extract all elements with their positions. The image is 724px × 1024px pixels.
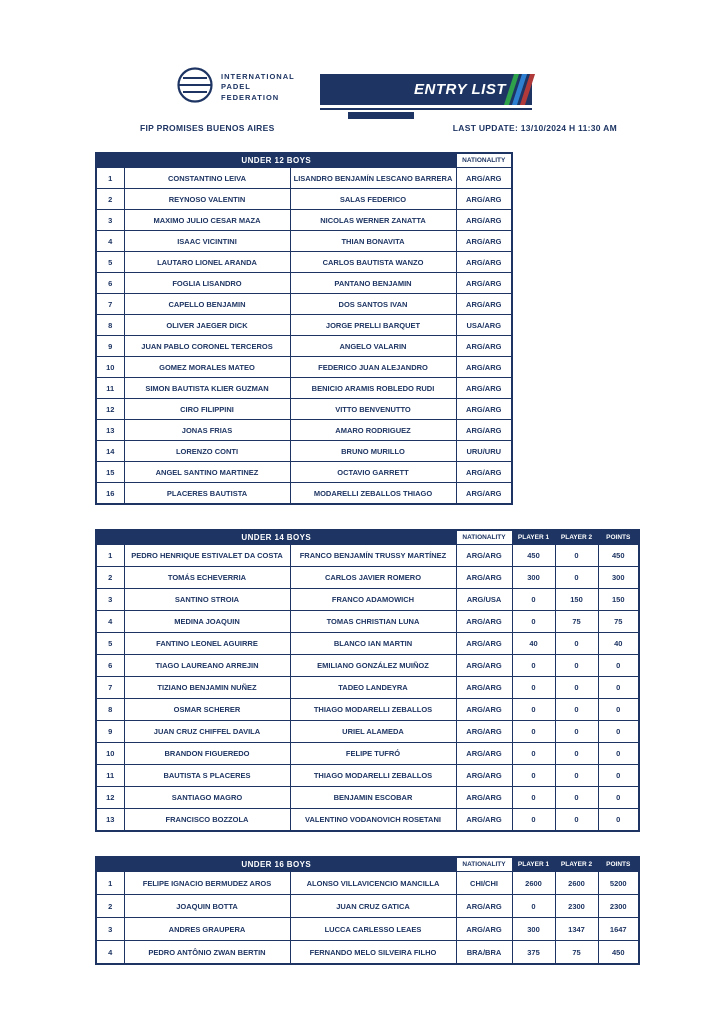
total-points-cell: 0 bbox=[598, 721, 639, 743]
table-row bbox=[96, 252, 512, 273]
total-points-cell: 0 bbox=[598, 743, 639, 765]
player1-name-cell: TIAGO LAUREANO ARREJIN bbox=[124, 655, 290, 677]
row-number-cell: 7 bbox=[96, 294, 124, 315]
player2-name-cell: URIEL ALAMEDA bbox=[290, 721, 456, 743]
player2-points-cell: 0 bbox=[555, 677, 598, 699]
brand-stripes-decoration bbox=[509, 74, 530, 105]
player2-name-cell: TADEO LANDEYRA bbox=[290, 677, 456, 699]
player2-points-cell: 0 bbox=[555, 765, 598, 787]
player2-name-cell: ANGELO VALARIN bbox=[290, 336, 456, 357]
player1-name-cell: FRANCISCO BOZZOLA bbox=[124, 809, 290, 832]
table-row bbox=[96, 721, 639, 743]
nationality-cell: ARG/ARG bbox=[456, 399, 512, 420]
player2-name-cell: FELIPE TUFRÓ bbox=[290, 743, 456, 765]
player2-name-cell: BENJAMIN ESCOBAR bbox=[290, 787, 456, 809]
nationality-header: NATIONALITY bbox=[456, 530, 512, 545]
player2-name-cell: JUAN CRUZ GATICA bbox=[290, 895, 456, 918]
player1-name-cell: GOMEZ MORALES MATEO bbox=[124, 357, 290, 378]
player2-points-cell: 1347 bbox=[555, 918, 598, 941]
player2-header: PLAYER 2 bbox=[555, 530, 598, 545]
player1-name-cell: JUAN PABLO CORONEL TERCEROS bbox=[124, 336, 290, 357]
player1-name-cell: TOMÁS ECHEVERRIA bbox=[124, 567, 290, 589]
player1-name-cell: MEDINA JOAQUIN bbox=[124, 611, 290, 633]
player2-name-cell: VALENTINO VODANOVICH ROSETANI bbox=[290, 809, 456, 832]
row-number-cell: 3 bbox=[96, 918, 124, 941]
player1-name-cell: JOAQUIN BOTTA bbox=[124, 895, 290, 918]
player2-points-cell: 0 bbox=[555, 567, 598, 589]
entry-table bbox=[95, 856, 640, 965]
player1-name-cell: CIRO FILIPPINI bbox=[124, 399, 290, 420]
nationality-cell: ARG/ARG bbox=[456, 895, 512, 918]
nationality-cell: ARG/ARG bbox=[456, 787, 512, 809]
row-number-cell: 1 bbox=[96, 168, 124, 189]
row-number-cell: 7 bbox=[96, 677, 124, 699]
nationality-cell: ARG/USA bbox=[456, 589, 512, 611]
table-row bbox=[96, 441, 512, 462]
player2-name-cell: AMARO RODRIGUEZ bbox=[290, 420, 456, 441]
player1-name-cell: REYNOSO VALENTIN bbox=[124, 189, 290, 210]
table-row bbox=[96, 655, 639, 677]
last-update-label: LAST UPDATE: 13/10/2024 H 11:30 AM bbox=[452, 123, 617, 133]
player1-name-cell: FELIPE IGNACIO BERMUDEZ AROS bbox=[124, 872, 290, 895]
player1-name-cell: OLIVER JAEGER DICK bbox=[124, 315, 290, 336]
table-row bbox=[96, 567, 639, 589]
row-number-cell: 8 bbox=[96, 699, 124, 721]
table-row bbox=[96, 633, 639, 655]
player1-points-cell: 40 bbox=[512, 633, 555, 655]
table-row bbox=[96, 918, 639, 941]
logo-line-1: INTERNATIONAL bbox=[221, 72, 295, 82]
nationality-cell: ARG/ARG bbox=[456, 231, 512, 252]
player1-name-cell: JONAS FRIAS bbox=[124, 420, 290, 441]
nationality-cell: ARG/ARG bbox=[456, 918, 512, 941]
player1-points-cell: 0 bbox=[512, 589, 555, 611]
table-row bbox=[96, 787, 639, 809]
row-number-cell: 11 bbox=[96, 378, 124, 399]
player2-name-cell: THIAGO MODARELLI ZEBALLOS bbox=[290, 765, 456, 787]
table-header-row bbox=[96, 530, 639, 545]
row-number-cell: 16 bbox=[96, 483, 124, 505]
player2-points-cell: 75 bbox=[555, 611, 598, 633]
player1-points-cell: 0 bbox=[512, 721, 555, 743]
table-row bbox=[96, 483, 512, 505]
row-number-cell: 1 bbox=[96, 545, 124, 567]
table-row bbox=[96, 189, 512, 210]
entry-table bbox=[95, 152, 513, 505]
player2-name-cell: FEDERICO JUAN ALEJANDRO bbox=[290, 357, 456, 378]
player2-name-cell: THIAN BONAVITA bbox=[290, 231, 456, 252]
total-points-cell: 5200 bbox=[598, 872, 639, 895]
player2-name-cell: CARLOS JAVIER ROMERO bbox=[290, 567, 456, 589]
nationality-cell: ARG/ARG bbox=[456, 189, 512, 210]
row-number-cell: 8 bbox=[96, 315, 124, 336]
total-points-cell: 40 bbox=[598, 633, 639, 655]
player1-name-cell: SANTINO STROIA bbox=[124, 589, 290, 611]
table-row bbox=[96, 273, 512, 294]
fip-logo-text bbox=[221, 73, 295, 102]
table-row bbox=[96, 336, 512, 357]
player2-name-cell: LISANDRO BENJAMÍN LESCANO BARRERA bbox=[290, 168, 456, 189]
logo-line-3: FEDERATION bbox=[221, 92, 280, 102]
row-number-cell: 13 bbox=[96, 809, 124, 832]
player2-name-cell: FRANCO BENJAMÍN TRUSSY MARTÍNEZ bbox=[290, 545, 456, 567]
banner-underline bbox=[320, 108, 532, 110]
player2-name-cell: ALONSO VILLAVICENCIO MANCILLA bbox=[290, 872, 456, 895]
player1-points-cell: 0 bbox=[512, 699, 555, 721]
player2-points-cell: 0 bbox=[555, 545, 598, 567]
table-row bbox=[96, 378, 512, 399]
player2-points-cell: 0 bbox=[555, 743, 598, 765]
player2-points-cell: 75 bbox=[555, 941, 598, 965]
row-number-cell: 14 bbox=[96, 441, 124, 462]
entry-table bbox=[95, 529, 640, 832]
player2-points-cell: 150 bbox=[555, 589, 598, 611]
player1-name-cell: ISAAC VICINTINI bbox=[124, 231, 290, 252]
nationality-cell: ARG/ARG bbox=[456, 294, 512, 315]
total-points-cell: 150 bbox=[598, 589, 639, 611]
player1-points-cell: 0 bbox=[512, 765, 555, 787]
total-points-cell: 450 bbox=[598, 941, 639, 965]
nationality-cell: ARG/ARG bbox=[456, 273, 512, 294]
table-row bbox=[96, 809, 639, 832]
total-points-cell: 450 bbox=[598, 545, 639, 567]
player2-name-cell: BENICIO ARAMIS ROBLEDO RUDI bbox=[290, 378, 456, 399]
total-points-cell: 0 bbox=[598, 787, 639, 809]
table-row bbox=[96, 611, 639, 633]
player1-name-cell: ANDRES GRAUPERA bbox=[124, 918, 290, 941]
row-number-cell: 9 bbox=[96, 721, 124, 743]
nationality-cell: ARG/ARG bbox=[456, 420, 512, 441]
player2-name-cell: MODARELLI ZEBALLOS THIAGO bbox=[290, 483, 456, 505]
player2-name-cell: FERNANDO MELO SILVEIRA FILHO bbox=[290, 941, 456, 965]
row-number-cell: 4 bbox=[96, 231, 124, 252]
table-row bbox=[96, 765, 639, 787]
row-number-cell: 3 bbox=[96, 210, 124, 231]
player1-name-cell: PLACERES BAUTISTA bbox=[124, 483, 290, 505]
player2-name-cell: DOS SANTOS IVAN bbox=[290, 294, 456, 315]
player2-header: PLAYER 2 bbox=[555, 857, 598, 872]
player2-name-cell: EMILIANO GONZÁLEZ MUIÑOZ bbox=[290, 655, 456, 677]
nationality-cell: ARG/ARG bbox=[456, 611, 512, 633]
row-number-cell: 2 bbox=[96, 567, 124, 589]
row-number-cell: 6 bbox=[96, 655, 124, 677]
table-row bbox=[96, 210, 512, 231]
table-row bbox=[96, 743, 639, 765]
table-row bbox=[96, 589, 639, 611]
entry-list-banner bbox=[320, 74, 532, 105]
row-number-cell: 2 bbox=[96, 895, 124, 918]
table-row bbox=[96, 399, 512, 420]
row-number-cell: 2 bbox=[96, 189, 124, 210]
nationality-cell: ARG/ARG bbox=[456, 699, 512, 721]
logo-line-2: PADEL bbox=[221, 82, 251, 92]
tables-area bbox=[95, 152, 640, 965]
player2-name-cell: LUCCA CARLESSO LEAES bbox=[290, 918, 456, 941]
player1-name-cell: OSMAR SCHERER bbox=[124, 699, 290, 721]
table-row bbox=[96, 872, 639, 895]
nationality-cell: ARG/ARG bbox=[456, 655, 512, 677]
total-points-cell: 300 bbox=[598, 567, 639, 589]
player2-name-cell: OCTAVIO GARRETT bbox=[290, 462, 456, 483]
player2-name-cell: NICOLAS WERNER ZANATTA bbox=[290, 210, 456, 231]
player1-points-cell: 0 bbox=[512, 611, 555, 633]
player1-points-cell: 300 bbox=[512, 567, 555, 589]
table-title: UNDER 16 BOYS bbox=[96, 857, 456, 872]
row-number-cell: 5 bbox=[96, 633, 124, 655]
row-number-cell: 4 bbox=[96, 611, 124, 633]
player1-name-cell: FOGLIA LISANDRO bbox=[124, 273, 290, 294]
nationality-header: NATIONALITY bbox=[456, 857, 512, 872]
nationality-cell: BRA/BRA bbox=[456, 941, 512, 965]
player1-header: PLAYER 1 bbox=[512, 530, 555, 545]
table-row bbox=[96, 545, 639, 567]
nationality-cell: ARG/ARG bbox=[456, 252, 512, 273]
player1-name-cell: TIZIANO BENJAMIN NUÑEZ bbox=[124, 677, 290, 699]
row-number-cell: 13 bbox=[96, 420, 124, 441]
player2-name-cell: THIAGO MODARELLI ZEBALLOS bbox=[290, 699, 456, 721]
player1-points-cell: 0 bbox=[512, 787, 555, 809]
nationality-cell: ARG/ARG bbox=[456, 633, 512, 655]
nationality-cell: ARG/ARG bbox=[456, 567, 512, 589]
player2-points-cell: 2600 bbox=[555, 872, 598, 895]
nationality-cell: CHI/CHI bbox=[456, 872, 512, 895]
player2-name-cell: BRUNO MURILLO bbox=[290, 441, 456, 462]
player2-points-cell: 0 bbox=[555, 721, 598, 743]
total-points-cell: 0 bbox=[598, 655, 639, 677]
row-number-cell: 3 bbox=[96, 589, 124, 611]
player1-points-cell: 0 bbox=[512, 743, 555, 765]
table-row bbox=[96, 895, 639, 918]
nationality-cell: ARG/ARG bbox=[456, 378, 512, 399]
row-number-cell: 5 bbox=[96, 252, 124, 273]
points-header: POINTS bbox=[598, 530, 639, 545]
row-number-cell: 9 bbox=[96, 336, 124, 357]
nationality-cell: ARG/ARG bbox=[456, 483, 512, 505]
nationality-cell: ARG/ARG bbox=[456, 677, 512, 699]
row-number-cell: 12 bbox=[96, 399, 124, 420]
row-number-cell: 6 bbox=[96, 273, 124, 294]
row-number-cell: 11 bbox=[96, 765, 124, 787]
player1-name-cell: LAUTARO LIONEL ARANDA bbox=[124, 252, 290, 273]
fip-logo bbox=[176, 66, 295, 109]
event-title: FIP PROMISES BUENOS AIRES bbox=[140, 123, 275, 133]
player2-name-cell: JORGE PRELLI BARQUET bbox=[290, 315, 456, 336]
player2-name-cell: SALAS FEDERICO bbox=[290, 189, 456, 210]
player1-name-cell: PEDRO HENRIQUE ESTIVALET DA COSTA bbox=[124, 545, 290, 567]
player2-points-cell: 0 bbox=[555, 787, 598, 809]
nationality-cell: USA/ARG bbox=[456, 315, 512, 336]
row-number-cell: 1 bbox=[96, 872, 124, 895]
banner-small-bar bbox=[348, 112, 414, 119]
row-number-cell: 10 bbox=[96, 743, 124, 765]
player2-points-cell: 2300 bbox=[555, 895, 598, 918]
table-row bbox=[96, 231, 512, 252]
table-row bbox=[96, 357, 512, 378]
total-points-cell: 0 bbox=[598, 765, 639, 787]
table-row bbox=[96, 941, 639, 965]
nationality-cell: ARG/ARG bbox=[456, 545, 512, 567]
nationality-cell: URU/URU bbox=[456, 441, 512, 462]
nationality-cell: ARG/ARG bbox=[456, 721, 512, 743]
player1-name-cell: SANTIAGO MAGRO bbox=[124, 787, 290, 809]
player1-name-cell: JUAN CRUZ CHIFFEL DAVILA bbox=[124, 721, 290, 743]
total-points-cell: 0 bbox=[598, 809, 639, 832]
table-header-row bbox=[96, 857, 639, 872]
table-row bbox=[96, 699, 639, 721]
row-number-cell: 4 bbox=[96, 941, 124, 965]
total-points-cell: 0 bbox=[598, 677, 639, 699]
fip-ball-icon bbox=[176, 66, 214, 109]
nationality-cell: ARG/ARG bbox=[456, 462, 512, 483]
table-row bbox=[96, 168, 512, 189]
player1-name-cell: LORENZO CONTI bbox=[124, 441, 290, 462]
player1-name-cell: BAUTISTA S PLACERES bbox=[124, 765, 290, 787]
player1-points-cell: 450 bbox=[512, 545, 555, 567]
player1-points-cell: 300 bbox=[512, 918, 555, 941]
table-row bbox=[96, 677, 639, 699]
nationality-cell: ARG/ARG bbox=[456, 743, 512, 765]
player1-name-cell: CAPELLO BENJAMIN bbox=[124, 294, 290, 315]
player1-points-cell: 375 bbox=[512, 941, 555, 965]
nationality-cell: ARG/ARG bbox=[456, 336, 512, 357]
player2-points-cell: 0 bbox=[555, 809, 598, 832]
table-row bbox=[96, 315, 512, 336]
total-points-cell: 1647 bbox=[598, 918, 639, 941]
player1-points-cell: 0 bbox=[512, 895, 555, 918]
player1-points-cell: 2600 bbox=[512, 872, 555, 895]
player2-points-cell: 0 bbox=[555, 655, 598, 677]
player1-name-cell: ANGEL SANTINO MARTINEZ bbox=[124, 462, 290, 483]
nationality-cell: ARG/ARG bbox=[456, 357, 512, 378]
table-header-row bbox=[96, 153, 512, 168]
player1-points-cell: 0 bbox=[512, 677, 555, 699]
total-points-cell: 75 bbox=[598, 611, 639, 633]
player1-name-cell: MAXIMO JULIO CESAR MAZA bbox=[124, 210, 290, 231]
table-title: UNDER 14 BOYS bbox=[96, 530, 456, 545]
player2-name-cell: VITTO BENVENUTTO bbox=[290, 399, 456, 420]
player1-points-cell: 0 bbox=[512, 655, 555, 677]
player1-points-cell: 0 bbox=[512, 809, 555, 832]
player1-name-cell: PEDRO ANTÔNIO ZWAN BERTIN bbox=[124, 941, 290, 965]
banner-title: ENTRY LIST bbox=[414, 81, 506, 98]
points-header: POINTS bbox=[598, 857, 639, 872]
table-row bbox=[96, 420, 512, 441]
total-points-cell: 0 bbox=[598, 699, 639, 721]
player2-name-cell: TOMAS CHRISTIAN LUNA bbox=[290, 611, 456, 633]
player2-name-cell: FRANCO ADAMOWICH bbox=[290, 589, 456, 611]
player1-name-cell: FANTINO LEONEL AGUIRRE bbox=[124, 633, 290, 655]
row-number-cell: 10 bbox=[96, 357, 124, 378]
player1-name-cell: SIMON BAUTISTA KLIER GUZMAN bbox=[124, 378, 290, 399]
player2-name-cell: PANTANO BENJAMIN bbox=[290, 273, 456, 294]
row-number-cell: 12 bbox=[96, 787, 124, 809]
nationality-header: NATIONALITY bbox=[456, 153, 512, 168]
nationality-cell: ARG/ARG bbox=[456, 765, 512, 787]
player1-name-cell: CONSTANTINO LEIVA bbox=[124, 168, 290, 189]
nationality-cell: ARG/ARG bbox=[456, 168, 512, 189]
player2-name-cell: BLANCO IAN MARTIN bbox=[290, 633, 456, 655]
nationality-cell: ARG/ARG bbox=[456, 210, 512, 231]
player1-header: PLAYER 1 bbox=[512, 857, 555, 872]
player2-points-cell: 0 bbox=[555, 633, 598, 655]
table-row bbox=[96, 462, 512, 483]
nationality-cell: ARG/ARG bbox=[456, 809, 512, 832]
table-title: UNDER 12 BOYS bbox=[96, 153, 456, 168]
row-number-cell: 15 bbox=[96, 462, 124, 483]
player1-name-cell: BRANDON FIGUEREDO bbox=[124, 743, 290, 765]
table-row bbox=[96, 294, 512, 315]
total-points-cell: 2300 bbox=[598, 895, 639, 918]
player2-points-cell: 0 bbox=[555, 699, 598, 721]
player2-name-cell: CARLOS BAUTISTA WANZO bbox=[290, 252, 456, 273]
